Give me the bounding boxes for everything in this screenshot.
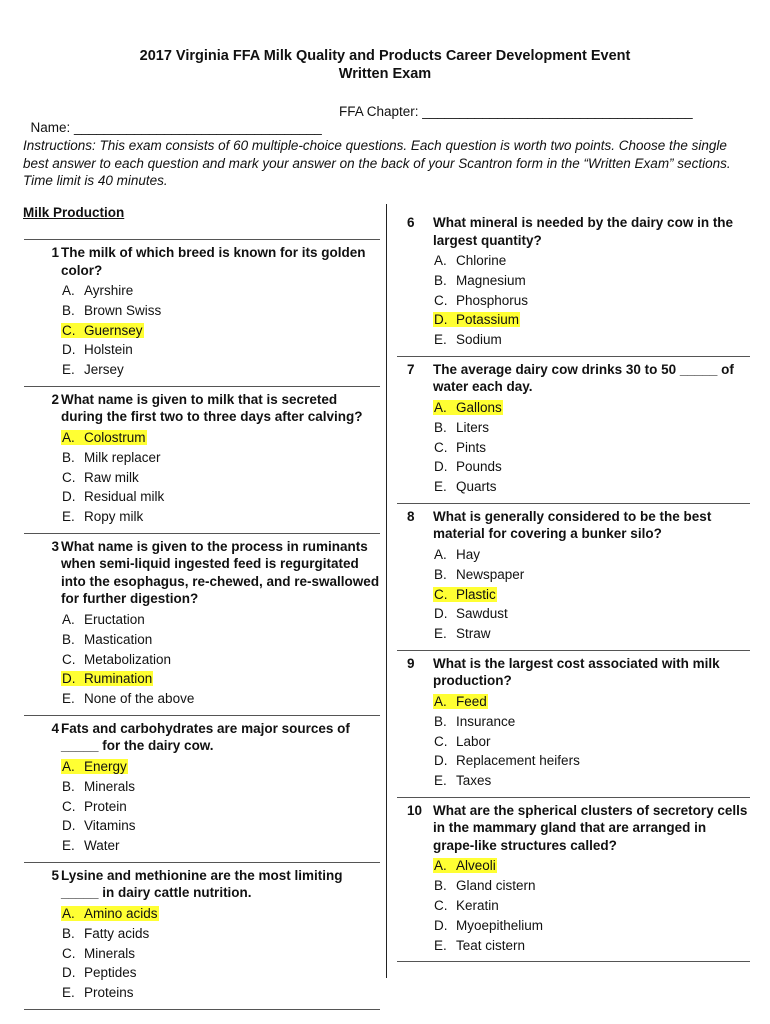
answer-option-content	[433, 587, 497, 602]
answer-text: Peptides	[84, 965, 137, 981]
question-number: 5	[51, 867, 59, 883]
answer-letter: D.	[62, 342, 76, 358]
answer-option-content	[433, 293, 529, 308]
answer-option	[433, 271, 750, 291]
answer-option-content	[61, 779, 136, 794]
question-3	[24, 534, 380, 716]
answer-letter: E.	[62, 985, 75, 1001]
answer-option-content	[61, 818, 137, 833]
title-line-1: 2017 Virginia FFA Milk Quality and Products Career Development Event	[139, 48, 631, 64]
answer-text: Insurance	[456, 713, 516, 729]
answer-letter: E.	[434, 937, 447, 953]
answer-option-content	[433, 714, 516, 729]
question-6	[397, 210, 750, 357]
answer-text: Newspaper	[456, 566, 525, 582]
question-text: What name is given to the process in ruminants when semi-liquid ingested feed is regurgitated into the esophagus, re-chewed, and re-swallowed for further digestion?	[61, 538, 380, 607]
answer-option-content	[61, 323, 144, 338]
answer-option	[61, 924, 380, 944]
answer-letter: D.	[434, 753, 448, 769]
answer-option-correct	[61, 757, 380, 777]
answer-letter: B.	[62, 778, 75, 794]
question-text: What is generally considered to be the best material for covering a bunker silo?	[433, 508, 712, 542]
answer-option-correct	[433, 398, 750, 418]
answer-text: Brown Swiss	[84, 302, 162, 318]
answer-options	[397, 856, 750, 955]
answer-option	[433, 876, 750, 896]
answer-option	[61, 944, 380, 964]
answer-option	[433, 565, 750, 585]
answer-option	[61, 487, 380, 507]
answer-option-content	[61, 450, 162, 465]
question-number: 3	[51, 538, 59, 554]
question-number: 7	[407, 361, 415, 377]
question-header	[397, 357, 750, 396]
answer-option	[433, 751, 750, 771]
answer-letter: B.	[62, 302, 75, 318]
answer-letter: B.	[62, 449, 75, 465]
question-4	[24, 716, 380, 863]
answer-option-content	[61, 985, 135, 1000]
answer-option	[433, 291, 750, 311]
question-5	[24, 863, 380, 1010]
answer-letter: C.	[62, 469, 76, 485]
answer-text: Mastication	[84, 631, 153, 647]
answer-options	[397, 545, 750, 644]
answer-text: Sawdust	[456, 606, 508, 622]
answer-option	[433, 251, 750, 271]
answer-option	[433, 712, 750, 732]
question-number: 2	[51, 391, 59, 407]
answer-letter: E.	[434, 332, 447, 348]
answer-option-content	[433, 273, 527, 288]
answer-text: Ayrshire	[84, 283, 134, 298]
ffa-chapter-field[interactable]: FFA Chapter: ____________________________________	[339, 104, 693, 119]
answer-option-content	[433, 626, 492, 641]
section-title: Milk Production	[23, 205, 125, 220]
answer-letter: B.	[434, 878, 447, 894]
answer-letter: E.	[434, 479, 447, 495]
answer-option	[433, 771, 750, 791]
column-divider	[386, 204, 387, 978]
question-text: What are the spherical clusters of secretory cells in the mammary gland that are arranged in grape-like structures called?	[433, 802, 748, 853]
answer-option	[433, 916, 750, 936]
answer-text: Magnesium	[456, 272, 526, 288]
question-number: 4	[51, 720, 59, 736]
answer-text: Jersey	[84, 362, 124, 378]
answer-text: None of the above	[84, 691, 195, 707]
answer-option	[433, 477, 750, 497]
answer-option-content	[61, 430, 147, 445]
answer-option-content	[61, 671, 153, 686]
answer-letter: D.	[434, 606, 448, 622]
question-header	[24, 534, 380, 608]
answer-option	[61, 777, 380, 797]
answer-option-content	[61, 489, 165, 504]
answer-text: Proteins	[84, 985, 134, 1001]
answer-text: Colostrum	[84, 429, 146, 445]
answer-text: Alveoli	[456, 858, 496, 874]
answer-option-content	[61, 632, 153, 647]
answer-text: Gland cistern	[456, 878, 536, 894]
answer-text: Milk replacer	[84, 449, 161, 465]
answer-letter: C.	[434, 292, 448, 308]
answer-option	[61, 610, 380, 630]
answer-text: Metabolization	[84, 651, 172, 667]
question-10	[397, 798, 750, 962]
answer-option	[433, 418, 750, 438]
question-header	[397, 504, 750, 543]
answer-letter: C.	[62, 798, 76, 814]
answer-text: Replacement heifers	[456, 753, 580, 769]
answer-option-content	[61, 283, 134, 298]
question-text: Lysine and methionine are the most limiting _____ in dairy cattle nutrition.	[61, 867, 343, 901]
answer-option-content	[433, 858, 497, 873]
answer-option	[433, 896, 750, 916]
answer-option-content	[61, 759, 128, 774]
question-text: What is the largest cost associated with milk production?	[433, 655, 720, 689]
answer-letter: B.	[434, 713, 447, 729]
answer-letter: D.	[62, 818, 76, 834]
answer-text: Rumination	[84, 671, 153, 687]
question-number: 8	[407, 508, 415, 524]
question-text: What name is given to milk that is secreted during the first two to three days after calving?	[61, 391, 363, 425]
answer-option-correct	[433, 856, 750, 876]
answer-letter: A.	[62, 758, 75, 774]
answer-option-content	[433, 420, 490, 435]
answer-text: Guernsey	[84, 322, 143, 338]
answer-options	[24, 757, 380, 856]
answer-letter: D.	[434, 459, 448, 475]
answer-option-correct	[61, 904, 380, 924]
answer-option	[61, 507, 380, 527]
answer-option	[61, 448, 380, 468]
answer-text: Vitamins	[84, 818, 136, 834]
answer-option	[433, 936, 750, 956]
question-text: Fats and carbohydrates are major sources of _____ for the dairy cow.	[61, 720, 350, 754]
answer-option	[61, 689, 380, 709]
answer-option-correct	[433, 310, 750, 330]
answer-text: Amino acids	[84, 905, 158, 921]
answer-option-content	[433, 312, 520, 327]
answer-options	[24, 904, 380, 1003]
answer-option	[61, 360, 380, 380]
answer-text: Phosphorus	[456, 292, 529, 308]
answer-option-content	[61, 946, 136, 961]
answer-letter: E.	[62, 509, 75, 525]
answer-letter: C.	[62, 945, 76, 961]
answer-letter: A.	[62, 283, 75, 298]
answer-options	[397, 692, 750, 791]
answer-option	[433, 438, 750, 458]
answer-text: Taxes	[456, 773, 492, 789]
answer-letter: A.	[434, 399, 447, 415]
answer-letter: B.	[434, 566, 447, 582]
answer-option-content	[433, 734, 492, 749]
answer-option-content	[61, 965, 138, 980]
answer-option-content	[61, 303, 162, 318]
answer-letter: E.	[434, 773, 447, 789]
question-header	[397, 798, 750, 855]
answer-option-content	[433, 938, 526, 953]
answer-option-content	[433, 547, 481, 562]
answer-text: Teat cistern	[456, 937, 526, 953]
answer-option	[61, 983, 380, 1003]
question-number: 9	[407, 655, 415, 671]
answer-option-content	[433, 332, 503, 347]
answer-options	[397, 251, 750, 350]
answer-text: Feed	[456, 693, 487, 709]
answer-letter: A.	[434, 858, 447, 874]
answer-option-content	[433, 918, 544, 933]
answer-option-content	[61, 926, 150, 941]
answer-option-content	[61, 509, 144, 524]
question-number: 10	[407, 802, 423, 818]
answer-text: Fatty acids	[84, 925, 150, 941]
answer-option-content	[433, 878, 537, 893]
question-header	[24, 863, 380, 902]
answer-letter: B.	[434, 272, 447, 288]
answer-option-correct	[433, 585, 750, 605]
answer-letter: C.	[434, 586, 448, 602]
answer-option	[433, 732, 750, 752]
answer-text: Potassium	[456, 312, 520, 328]
question-1	[24, 240, 380, 387]
answer-option	[433, 330, 750, 350]
answer-text: Myoepithelium	[456, 917, 544, 933]
answer-option-content	[61, 470, 140, 485]
answer-text: Straw	[456, 626, 491, 642]
answer-letter: A.	[434, 546, 447, 562]
answer-option-content	[61, 652, 172, 667]
answer-options	[24, 281, 380, 380]
answer-option	[61, 963, 380, 983]
answer-letter: A.	[62, 611, 75, 627]
answer-text: Minerals	[84, 778, 136, 794]
answer-letter: C.	[434, 898, 448, 914]
answer-options	[397, 398, 750, 497]
answer-option	[433, 545, 750, 565]
answer-option-content	[433, 479, 498, 494]
answer-option	[61, 630, 380, 650]
answer-text: Quarts	[456, 479, 497, 495]
answer-letter: C.	[62, 322, 76, 338]
question-8	[397, 504, 750, 651]
answer-letter: E.	[434, 626, 447, 642]
question-text: What mineral is needed by the dairy cow in the largest quantity?	[433, 215, 734, 248]
exam-title	[0, 47, 770, 83]
answer-option	[433, 457, 750, 477]
answer-option-content	[433, 694, 488, 709]
answer-option-content	[61, 691, 195, 706]
answer-option	[433, 624, 750, 644]
answer-option-content	[61, 342, 134, 357]
answer-text: Protein	[84, 798, 127, 814]
question-header	[397, 651, 750, 690]
answer-option	[61, 797, 380, 817]
answer-option-content	[61, 838, 121, 853]
answer-option	[61, 281, 380, 301]
answer-letter: B.	[434, 419, 447, 435]
answer-option-content	[433, 753, 581, 768]
question-header	[24, 716, 380, 755]
answer-option-content	[433, 440, 487, 455]
answer-option	[433, 604, 750, 624]
answer-letter: A.	[434, 693, 447, 709]
answer-text: Water	[84, 838, 120, 854]
answer-letter: E.	[62, 362, 75, 378]
answer-option-correct	[433, 692, 750, 712]
question-2	[24, 387, 380, 534]
answer-text: Chlorine	[456, 253, 507, 268]
answer-letter: D.	[62, 489, 76, 505]
answer-text: Keratin	[456, 898, 499, 914]
question-header	[397, 210, 750, 249]
answer-option	[61, 650, 380, 670]
answer-option-content	[433, 898, 500, 913]
answer-letter: A.	[434, 253, 447, 268]
answer-text: Holstein	[84, 342, 133, 358]
answer-text: Liters	[456, 419, 490, 435]
answer-option-content	[61, 612, 146, 627]
answer-option-correct	[61, 669, 380, 689]
instructions: Instructions: This exam consists of 60 multiple-choice questions. Each question is worth two points. Choose the single best answer to each question and mark your answer on the back of your Scantron form in the “Written Exam” sections. Time limit is 40 minutes.	[23, 138, 731, 188]
answer-option-content	[433, 253, 507, 268]
question-text: The milk of which breed is known for its golden color?	[61, 245, 366, 278]
question-text: The average dairy cow drinks 30 to 50 _____ of water each day.	[433, 361, 734, 395]
answer-text: Labor	[456, 733, 491, 749]
answer-text: Plastic	[456, 586, 496, 602]
answer-option-content	[433, 606, 509, 621]
answer-option-correct	[61, 428, 380, 448]
title-line-2: Written Exam	[338, 66, 432, 82]
answer-letter: C.	[434, 733, 448, 749]
answer-letter: E.	[62, 691, 75, 707]
answer-option-content	[433, 567, 525, 582]
answer-options	[24, 428, 380, 527]
answer-letter: D.	[62, 965, 76, 981]
answer-letter: C.	[434, 439, 448, 455]
answer-option-content	[433, 400, 503, 415]
answer-option	[61, 301, 380, 321]
answer-option-content	[433, 459, 503, 474]
answer-text: Eructation	[84, 611, 145, 627]
answer-option-content	[61, 906, 159, 921]
question-header	[24, 240, 380, 279]
answer-text: Gallons	[456, 399, 502, 415]
answer-text: Pounds	[456, 459, 502, 475]
answer-letter: B.	[62, 631, 75, 647]
answer-text: Minerals	[84, 945, 136, 961]
answer-letter: D.	[62, 671, 76, 687]
questions-column-left	[24, 239, 380, 1010]
answer-letter: D.	[434, 917, 448, 933]
answer-letter: A.	[62, 429, 75, 445]
answer-letter: A.	[62, 905, 75, 921]
answer-text: Residual milk	[84, 489, 165, 505]
answer-text: Sodium	[456, 332, 502, 348]
answer-option-content	[61, 799, 128, 814]
answer-option	[61, 816, 380, 836]
name-field[interactable]: Name: _________________________________	[30, 120, 322, 135]
answer-option-content	[433, 773, 492, 788]
answer-options	[24, 610, 380, 709]
answer-text: Raw milk	[84, 469, 139, 485]
answer-letter: C.	[62, 651, 76, 667]
answer-option	[61, 836, 380, 856]
question-7	[397, 357, 750, 504]
answer-option	[61, 468, 380, 488]
answer-letter: E.	[62, 838, 75, 854]
answer-letter: D.	[434, 312, 448, 328]
question-9	[397, 651, 750, 798]
question-number: 1	[51, 245, 59, 260]
answer-option-content	[61, 362, 125, 377]
answer-option	[61, 340, 380, 360]
question-number: 6	[407, 215, 415, 230]
answer-text: Ropy milk	[84, 509, 144, 525]
question-header	[24, 387, 380, 426]
answer-text: Hay	[456, 546, 481, 562]
answer-letter: B.	[62, 925, 75, 941]
answer-text: Energy	[84, 758, 127, 774]
answer-option-correct	[61, 321, 380, 341]
answer-text: Pints	[456, 439, 487, 455]
questions-column-right	[397, 210, 750, 962]
